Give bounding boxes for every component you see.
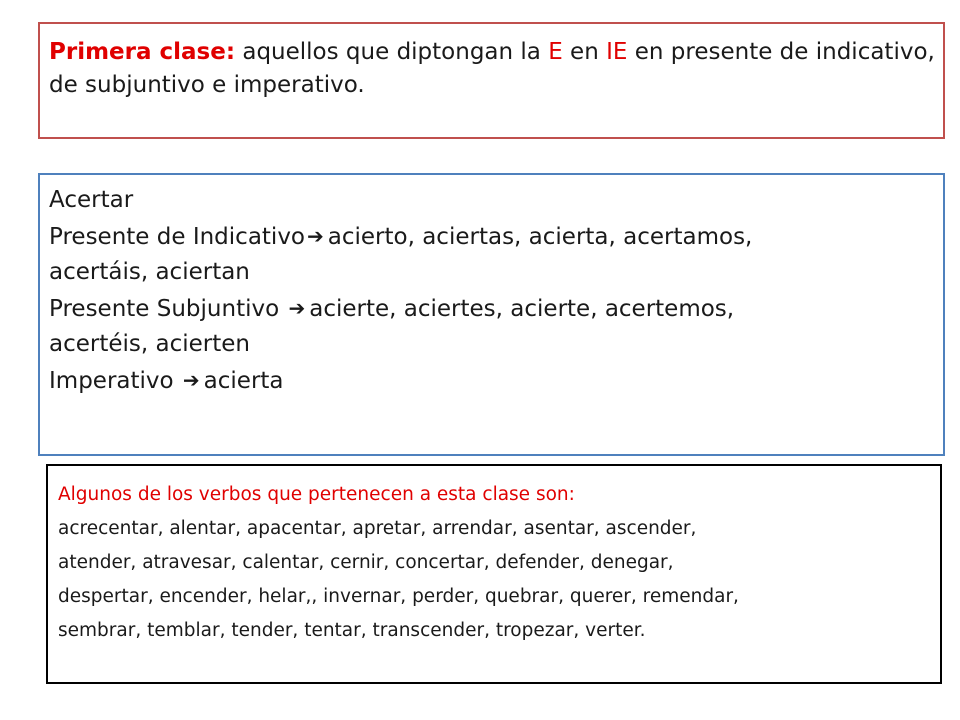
arrow-right-icon: ➔ [288,295,306,320]
subjuntivo-forms: acierte, aciertes, acierte, acertemos, [309,295,735,322]
indicativo-forms: acierto, aciertas, acierta, acertamos, [327,223,753,250]
arrow-right-icon: ➔ [307,223,324,248]
imperativo-line [49,363,935,400]
indicativo-line [49,219,935,256]
arrow-right-icon: ➔ [182,367,200,392]
verb-list-intro: Algunos de los verbos que pertenecen a esta clase son: [58,484,575,505]
verb-list-line: sembrar, temblar, tender, tentar, transcender, tropezar, verter. [58,620,646,641]
letters-ie: IE [606,39,628,65]
acertar-conjugation-box [38,173,945,456]
primera-text-3: en presente de indicativo, de subjuntivo e imperativo. [49,39,935,98]
primera-text-1: aquellos que diptongan la [235,39,549,65]
verb-list-line: acrecentar, alentar, apacentar, apretar, arrendar, asentar, ascender, [58,518,697,539]
primera-clase-box [38,22,945,139]
verb-list-box [46,464,942,684]
verb-list-line: atender, atravesar, calentar, cernir, concertar, defender, denegar, [58,552,674,573]
imperativo-label: Imperativo [49,367,174,394]
primera-clase-heading: Primera clase: [49,39,236,65]
subjuntivo-line [49,291,935,328]
indicativo-forms-cont: acertáis, aciertan [49,259,250,285]
letter-e: E [548,39,563,65]
primera-text-2: en [562,39,607,65]
subjuntivo-label: Presente Subjuntivo [49,295,280,322]
verb-list-line: despertar, encender, helar,, invernar, perder, quebrar, querer, remendar, [58,586,739,607]
indicativo-label: Presente de Indicativo [49,223,305,250]
subjuntivo-forms-cont: acertéis, acierten [49,331,250,357]
imperativo-forms: acierta [203,367,284,394]
verb-title: Acertar [49,187,134,213]
